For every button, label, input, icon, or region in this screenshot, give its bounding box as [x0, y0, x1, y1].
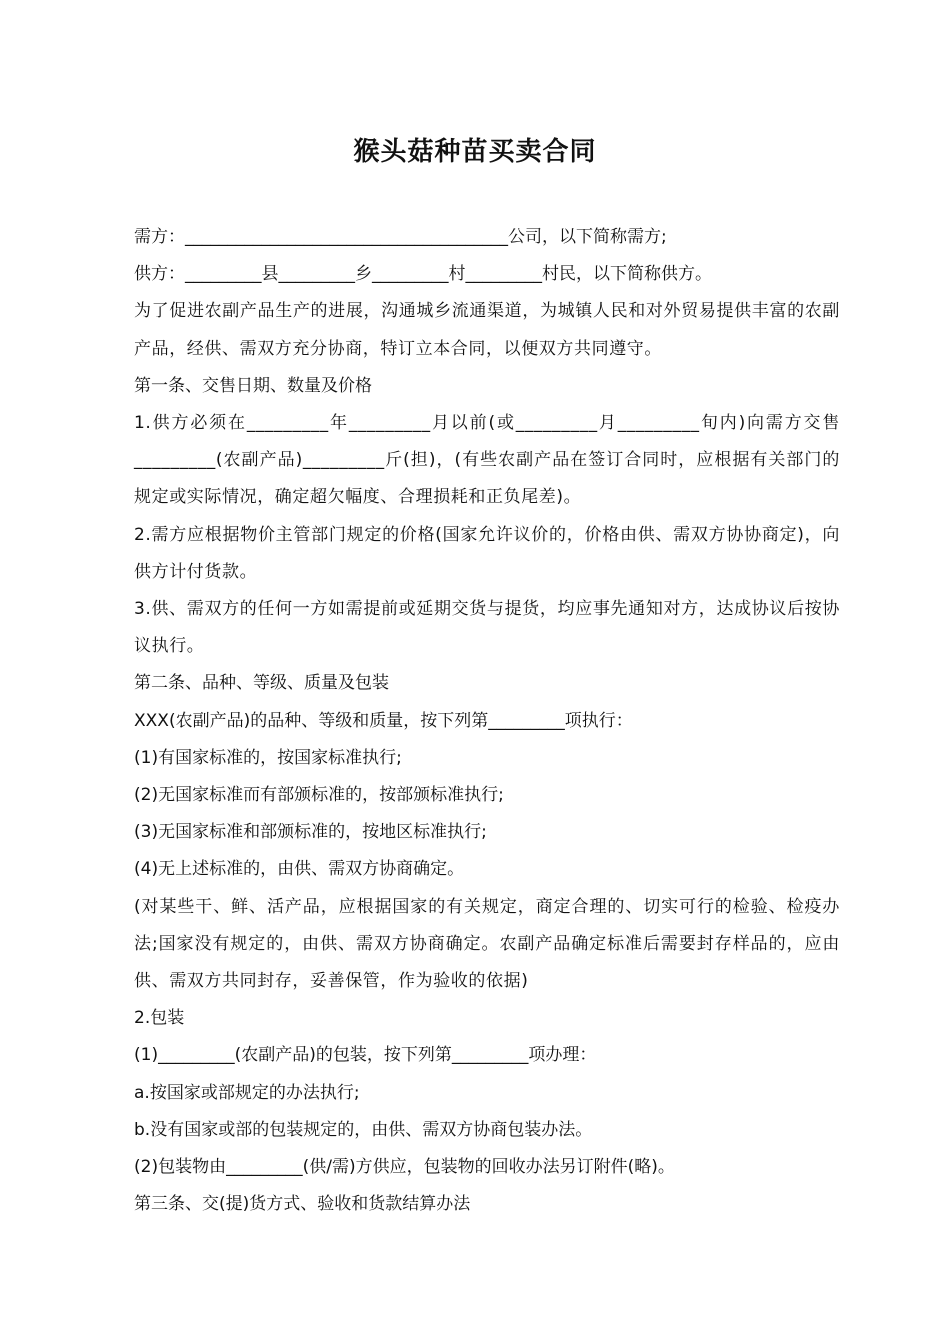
paragraph-seller: 供方：_________县_________乡_________村_________村民，以下简称供方。 [134, 264, 712, 285]
article-2-quality-intro: XXX(农副产品)的品种、等级和质量，按下列第_________项执行： [134, 710, 633, 731]
article-2-note: (对某些干、鲜、活产品，应根据国家的有关规定，商定合理的、切实可行的检验、检疫办法;国家没有规定的，由供、需双方协商确定。农副产品确定标准后需要封存样品的，应由供、需双方共同封存，妥善保管，作为验收的依据) [134, 896, 840, 992]
article-1-item-3: 3.供、需双方的任何一方如需提前或延期交货与提货，均应事先通知对方，达成协议后按协议执行。 [134, 599, 840, 657]
article-2-packaging-2: (2)包装物由_________(供/需)方供应，包装物的回收办法另订附件(略)。 [134, 1157, 675, 1178]
article-2-packaging-b: b.没有国家或部的包装规定的，由供、需双方协商包装办法。 [134, 1119, 593, 1140]
article-1-heading: 第一条、交售日期、数量及价格 [134, 375, 372, 396]
article-2-heading: 第二条、品种、等级、质量及包装 [134, 673, 389, 694]
article-2-option-1: (1)有国家标准的，按国家标准执行; [134, 747, 402, 768]
article-2-option-4: (4)无上述标准的，由供、需双方协商确定。 [134, 859, 465, 880]
article-2-packaging-heading: 2.包装 [134, 1008, 185, 1029]
document-body [115, 219, 840, 1223]
paragraph-preamble: 为了促进农副产品生产的进展，沟通城乡流通渠道，为城镇人民和对外贸易提供丰富的农副产品，经供、需双方充分协商，特订立本合同，以便双方共同遵守。 [134, 301, 840, 359]
document-title: 猴头菇种苗买卖合同 [353, 137, 597, 167]
article-3-heading: 第三条、交(提)货方式、验收和货款结算办法 [134, 1194, 471, 1215]
article-2-packaging-a: a.按国家或部规定的办法执行; [134, 1082, 360, 1103]
article-2-packaging-1: (1)_________(农副产品)的包装，按下列第_________项办理： [134, 1045, 597, 1066]
article-2-option-2: (2)无国家标准而有部颁标准的，按部颁标准执行; [134, 785, 504, 806]
article-2-option-3: (3)无国家标准和部颁标准的，按地区标准执行; [134, 822, 487, 843]
article-1-item-1: 1.供方必须在_________年_________月以前(或_________月_________旬内)向需方交售_________(农副产品)_________斤(担)，(有些农副产品在签订合同时，应根据有关部门的规定或实际情况，确定超欠幅度、合理损耗和正负尾差)。 [134, 413, 840, 508]
paragraph-buyer: 需方：______________________________________公司，以下简称需方; [134, 227, 667, 247]
article-1-item-2: 2.需方应根据物价主管部门规定的价格(国家允许议价的，价格由供、需双方协协商定)，向供方计付货款。 [134, 524, 840, 582]
